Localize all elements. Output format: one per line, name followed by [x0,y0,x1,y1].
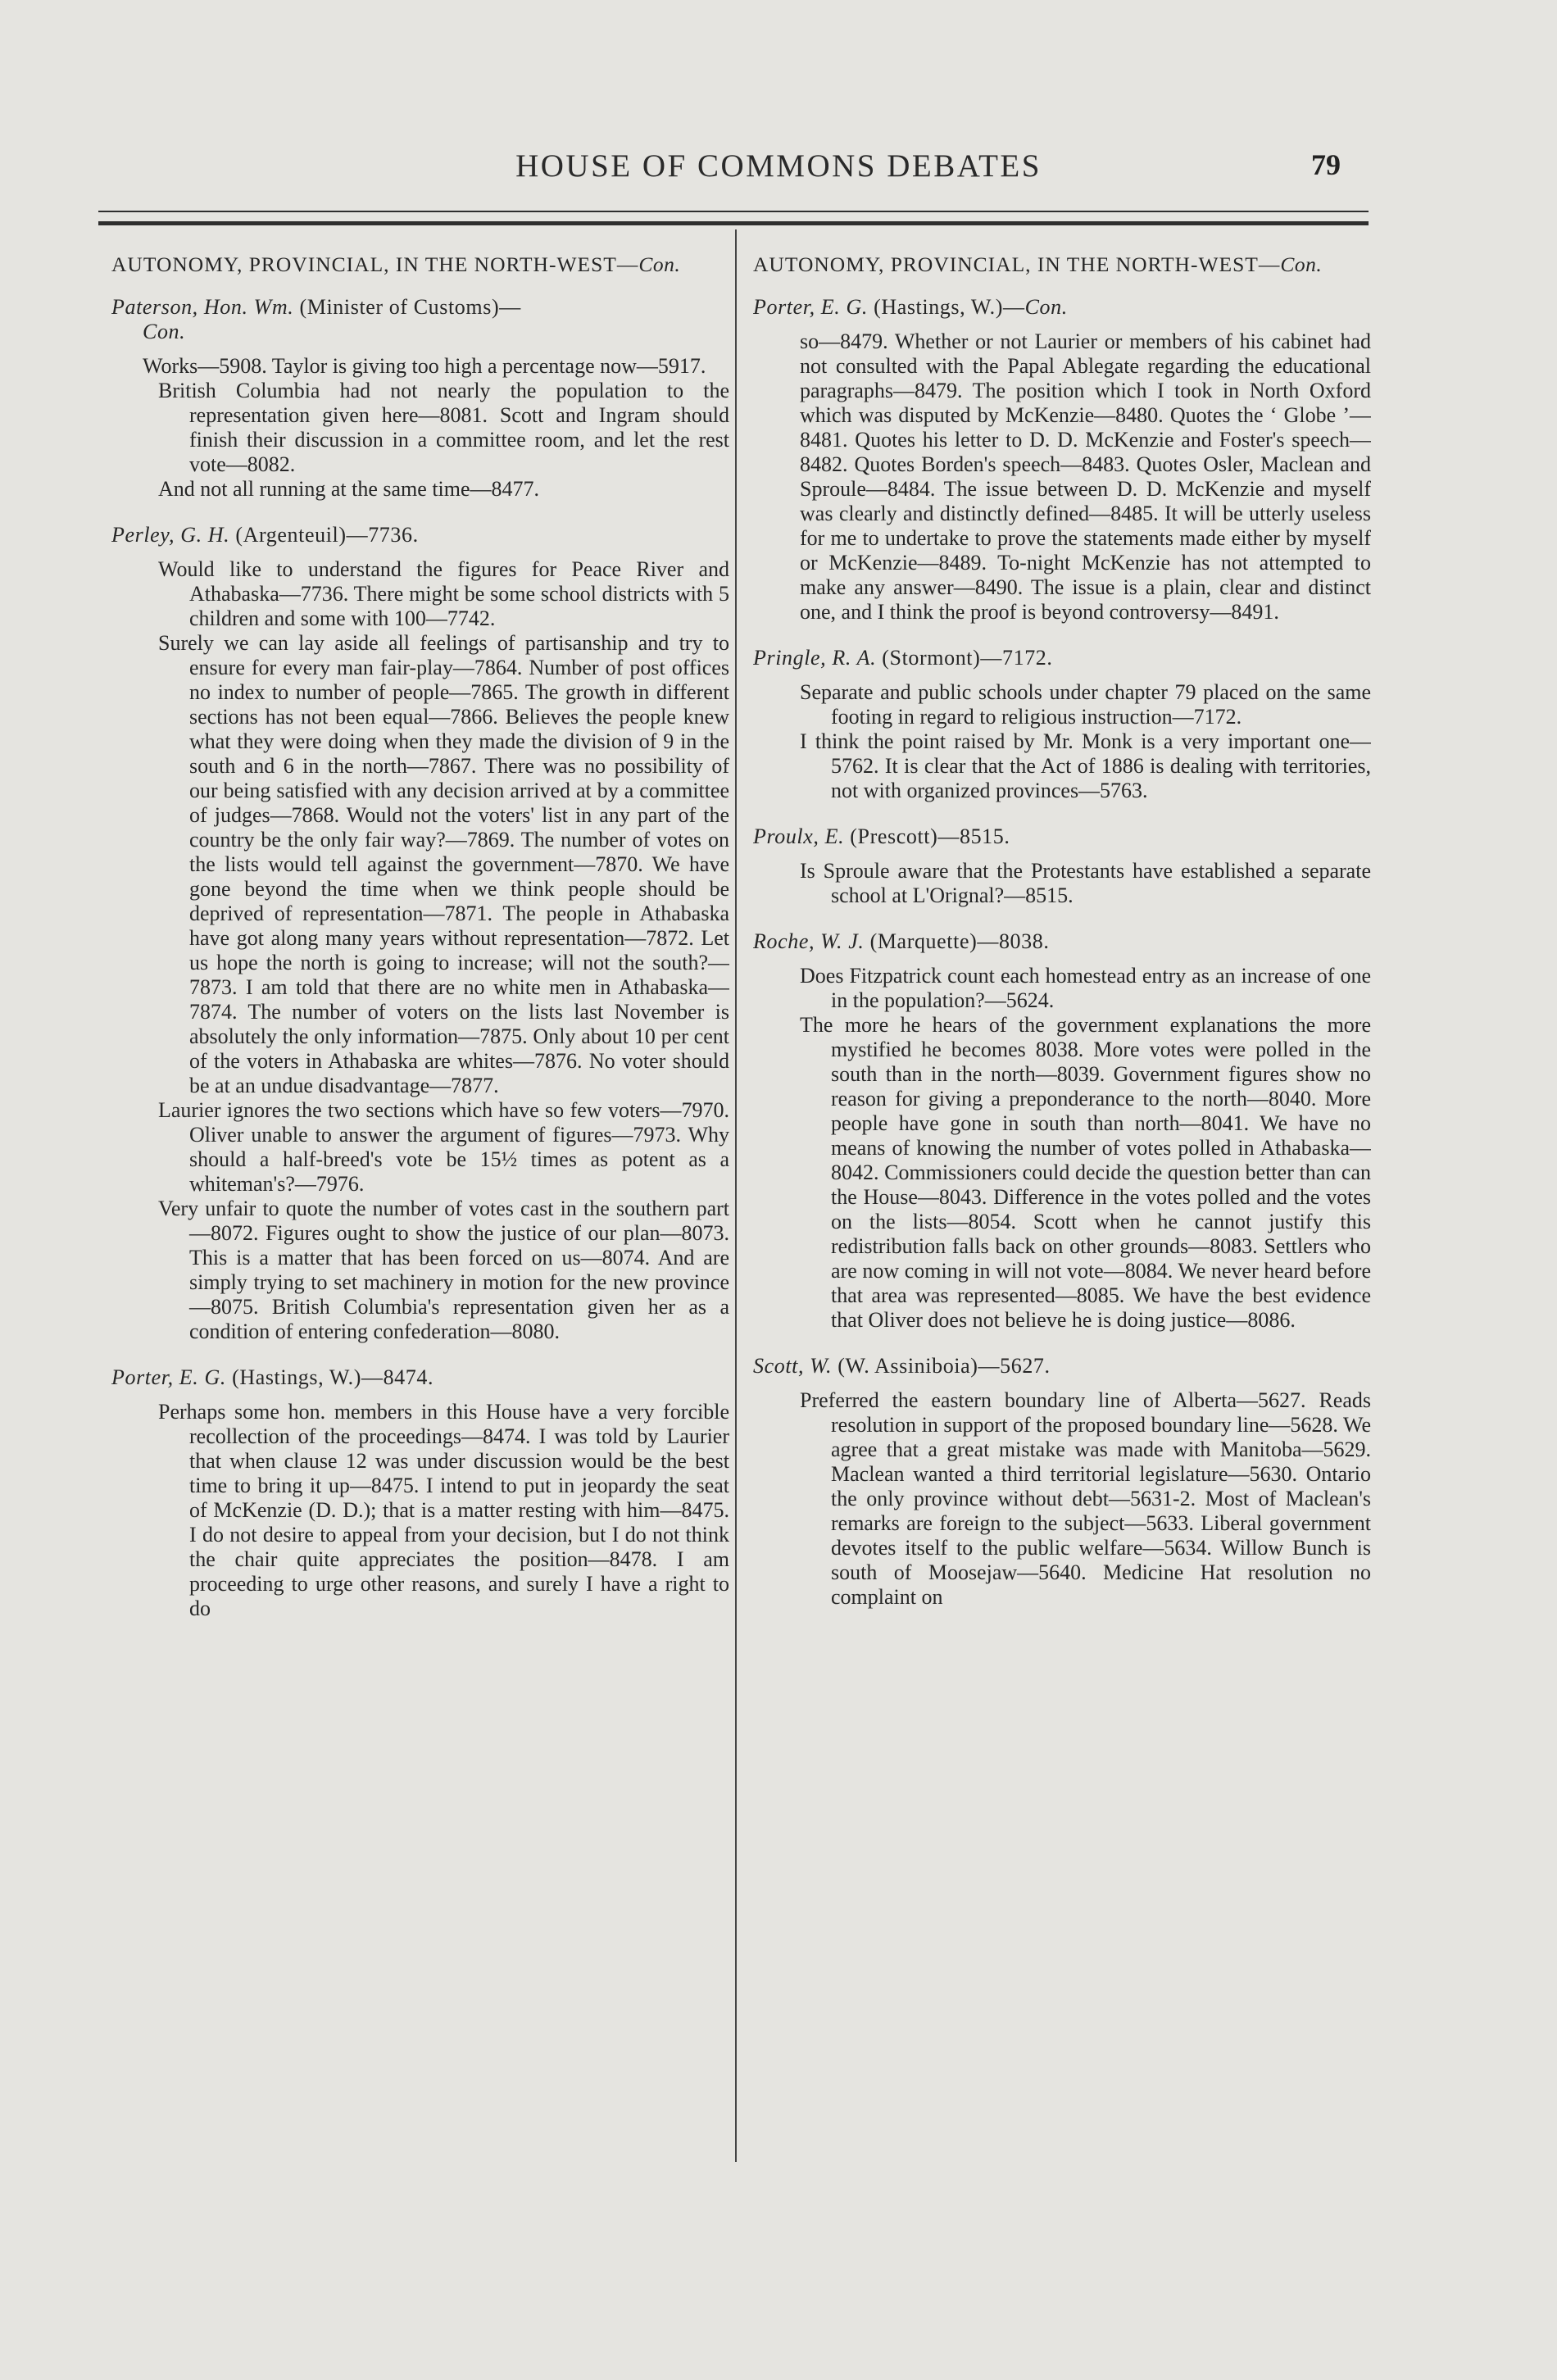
speaker-detail: (Marquette)—8038. [864,929,1050,953]
heading-text: AUTONOMY, PROVINCIAL, IN THE NORTH-WEST— [111,252,639,276]
entry-paragraph: Surely we can lay aside all feelings of partisanship and try to ensure for every man fair-play—7864. Number of post offices no index to number of people—7865. The growth in different sections has not been equal—7866. Believes the people knew what they were doing when they made the division of 9 in the south and 6 in the north—7867. There was no possibility of our being satisfied with any decision arrived at by a committee of judges—7868. Would not the voters' list in any part of the country be the only fair way?—7869. The number of votes on the lists would tell against the government—7870. We have gone beyond the time when we think people should be deprived of representation—7871. The people in Athabaska have got along many years without representation—7872. Let us hope the north is going to increase; will not the south?—7873. I am told that there are no white men in Athabaska—7874. The number of voters on the lists last November is absolutely the only information—7875. Only about 10 per cent of the voters in Athabaska are whites—7876. No voter should be at an undue disadvantage—7877. [158,631,729,1097]
entry-paragraph: Laurier ignores the two sections which have so few voters—7970. Oliver unable to answer the argument of figures—7973. Why should a half-breed's vote be 15½ times as potent as a whiteman's?—7976. [158,1098,729,1196]
entry-paragraph: I think the point raised by Mr. Monk is a very important one—5762. It is clear that the Act of 1886 is dealing with territories, not with organized provinces—5763. [800,729,1371,802]
entry-scott [753,1354,1371,1610]
speaker-cont: Con. [143,320,186,343]
heading-text: AUTONOMY, PROVINCIAL, IN THE NORTH-WEST— [753,252,1281,276]
entry-paterson [111,295,729,502]
speaker-name: Pringle, R. A. [753,646,877,670]
speaker-detail: (Hastings, W.)— [867,295,1025,319]
speaker-detail: (Argenteuil)—7736. [229,523,419,547]
speaker-name: Scott, W. [753,1354,833,1378]
speaker-detail: (W. Assiniboia)—5627. [832,1354,1051,1378]
entry-paragraph: so—8479. Whether or not Laurier or members of his cabinet had not consulted with the Papal Ablegate regarding the educational paragraphs—8479. The position which I took in North Oxford which was disputed by McKenzie—8480. Quotes the ‘ Globe ’—8481. Quotes his letter to D. D. McKenzie and Foster's speech—8482. Quotes Borden's speech—8483. Quotes Osler, Maclean and Sproule—8484. The issue between D. D. McKenzie and myself was clearly and distinctly defined—8485. It will be utterly useless for me to undertake to prove the statements made either by myself or McKenzie—8489. To-night McKenzie has not attempted to make any answer—8490. The issue is a plain, clear and distinct one, and I think the proof is beyond controversy—8491. [800,329,1371,624]
heading-cont: Con. [1280,252,1323,276]
page-header-title: HOUSE OF COMMONS DEBATES [515,148,1042,184]
entry-paragraph: Separate and public schools under chapter 79 placed on the same footing in regard to religious instruction—7172. [800,680,1371,729]
speaker-detail: (Stormont)—7172. [876,646,1053,670]
heading-cont: Con. [638,252,681,276]
entry-paragraph: Works—5908. Taylor is giving too high a percentage now—5917. [143,354,706,378]
section-heading [111,252,729,277]
speaker-cont: Con. [1024,295,1068,319]
right-column [753,252,1371,1631]
entry-paragraph: The more he hears of the government explanations the more mystified he becomes 8038. More votes were polled in the south than in the north—8039. Government figures show no reason for giving a preponderance to the north—8040. More people have gone in south than north—8041. We have no means of knowing the number of votes polled in Athabaska—8042. Commissioners could decide the question better than can the House—8043. Difference in the votes polled and the votes on the lists—8054. Scott when he cannot justify this redistribution falls back on other grounds—8083. Settlers who are now coming in will not vote—8084. We never heard before that area was represented—8085. We have the best evidence that Oliver does not believe he is doing justice—8086. [800,1013,1371,1332]
section-heading [753,252,1371,277]
entry-proulx [753,824,1371,908]
entry-pringle [753,646,1371,803]
speaker-line [111,523,729,547]
speaker-line [111,295,729,344]
speaker-name: Roche, W. J. [753,929,865,953]
entry-paragraph: Does Fitzpatrick count each homestead entry as an increase of one in the population?—5624. [800,964,1371,1012]
entry-paragraph: Perhaps some hon. members in this House have a very forcible recollection of the proceedings—8474. I was told by Laurier that when clause 12 was under discussion would be the best time to bring it up—8475. I intend to put in jeopardy the seat of McKenzie (D. D.); that is a matter resting with him—8475. I do not desire to appeal from your decision, but I do not think the chair quite appreciates the position—8478. I am proceeding to urge other reasons, and surely I have a right to do [158,1400,729,1620]
entry-paragraph: Preferred the eastern boundary line of Alberta—5627. Reads resolution in support of the proposed boundary line—5628. We agree that a great mistake was made with Manitoba—5629. Maclean wanted a third territorial legislature—5630. Ontario the only province without debt—5631-2. Most of Maclean's remarks are foreign to the subject—5633. Liberal government devotes itself to the public welfare—5634. Willow Bunch is south of Moosejaw—5640. Medicine Hat resolution no complaint on [800,1388,1371,1609]
speaker-detail: (Hastings, W.)—8474. [225,1365,434,1389]
speaker-detail: (Minister of Customs)— [293,295,521,319]
speaker-name: Proulx, E. [753,824,845,848]
speaker-name: Paterson, Hon. Wm. [111,295,294,319]
speaker-line [111,1365,729,1390]
speaker-line [753,1354,1371,1378]
speaker-line [753,646,1371,670]
page-number: 79 [1311,148,1341,181]
entry-paragraph: British Columbia had not nearly the population to the representation given here—8081. Scott and Ingram should finish their discussion in a committee room, and let the rest vote—8082. [158,379,729,476]
header-rule-thick [98,221,1369,225]
left-column [111,252,729,1642]
entry-paragraph: And not all running at the same time—8477. [158,477,540,501]
speaker-detail: (Prescott)—8515. [844,824,1010,848]
entry-porter-cont [753,295,1371,625]
speaker-line [753,929,1371,954]
entry-roche [753,929,1371,1333]
speaker-name: Porter, E. G. [111,1365,226,1389]
entry-perley [111,523,729,1344]
speaker-line [753,824,1371,849]
entry-paragraph: Would like to understand the figures for Peace River and Athabaska—7736. There might be some school districts with 5 children and some with 100—7742. [158,557,729,630]
entry-porter [111,1365,729,1621]
header-rule-thin [98,211,1369,212]
speaker-name: Porter, E. G. [753,295,868,319]
speaker-line [753,295,1371,320]
column-divider [735,229,737,2162]
entry-paragraph: Is Sproule aware that the Protestants have established a separate school at L'Orignal?—8515. [800,859,1371,907]
speaker-name: Perley, G. H. [111,523,230,547]
entry-paragraph: Very unfair to quote the number of votes cast in the southern part—8072. Figures ought to show the justice of our plan—8073. This is a matter that has been forced on us—8074. And are simply trying to set machinery in motion for the new province—8075. British Columbia's representation given her as a condition of entering confederation—8080. [158,1197,729,1343]
